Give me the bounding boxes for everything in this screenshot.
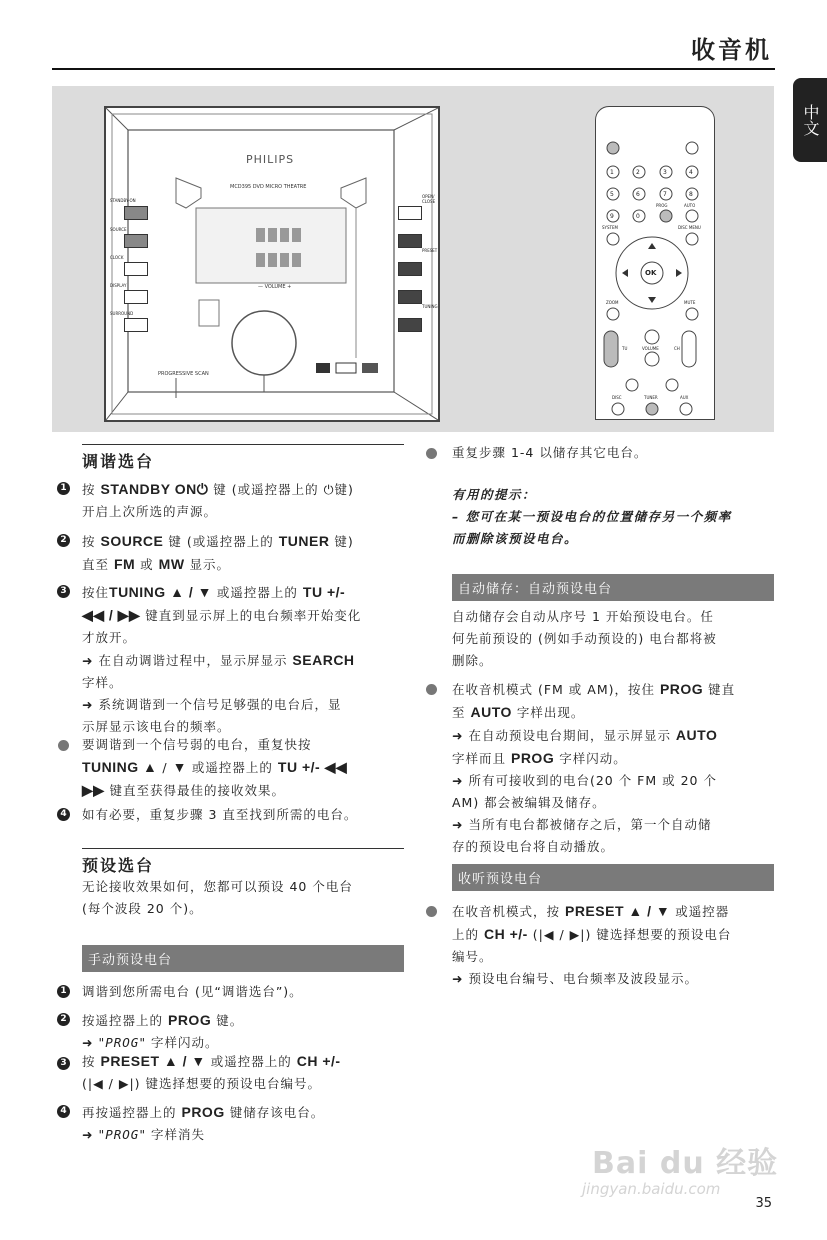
subsection-bar-auto: 自动储存：自动预设电台	[452, 574, 774, 601]
remote-disc-menu-label: DISC MENU	[678, 225, 701, 230]
remote-key-3[interactable]: 3	[663, 169, 667, 176]
section-heading-tuning: 调谐选台	[82, 452, 155, 471]
remote-ch-label: CH	[674, 346, 680, 351]
bullet-text: 重复步骤 1-4 以储存其它电台。	[452, 445, 648, 460]
preset-label: PRESET	[422, 248, 438, 253]
tuning-label: TUNING	[422, 304, 438, 309]
step-text: 按 STANDBY ON⏻ 键 (或遥控器上的 ⏻键) 开启上次所选的声源。	[82, 481, 354, 519]
preset-down-button[interactable]	[398, 262, 422, 276]
step-text: 按 SOURCE 键 (或遥控器上的 TUNER 键) 直至 FM 或 MW 显示。	[82, 533, 354, 572]
progressive-scan-label: PROGRESSIVE SCAN	[158, 371, 209, 377]
header-rule	[52, 68, 775, 70]
micro-theatre-unit	[104, 106, 440, 422]
display-button[interactable]	[124, 290, 148, 304]
remote-key-8[interactable]: 8	[689, 191, 693, 198]
remote-system-label: SYSTEM	[602, 225, 618, 230]
display-label: DISPLAY	[110, 283, 127, 288]
tuning-down-button[interactable]	[398, 318, 422, 332]
remote-key-5[interactable]: 5	[610, 191, 614, 198]
surround-label: SURROUND	[110, 311, 134, 316]
step-number: 3	[57, 585, 70, 598]
section-heading-preset: 预设选台	[82, 856, 155, 875]
step-number: 1	[57, 482, 70, 495]
page-number: 35	[755, 1196, 772, 1211]
model-label: MCD395 DVD MICRO THEATRE	[230, 184, 307, 190]
step-number: 2	[57, 1013, 70, 1026]
standby-button[interactable]	[124, 206, 148, 220]
surround-button[interactable]	[124, 318, 148, 332]
clock-label: CLOCK	[110, 255, 124, 260]
remote-mute-label: MUTE	[684, 300, 696, 305]
remote-key-0[interactable]: 0	[636, 213, 640, 220]
step-number: 4	[57, 1105, 70, 1118]
volume-label: — VOLUME +	[258, 284, 292, 290]
remote-key-7[interactable]: 7	[663, 191, 667, 198]
brand-logo: PHILIPS	[246, 153, 295, 166]
remote-key-9[interactable]: 9	[610, 213, 614, 220]
remote-key-4[interactable]: 4	[689, 169, 693, 176]
remote-control	[595, 106, 715, 420]
remote-volume-label: VOLUME	[642, 346, 659, 351]
preset-up-button[interactable]	[398, 234, 422, 248]
section-rule	[82, 848, 404, 849]
auto-intro-text: 自动储存会自动从序号 1 开始预设电台。任 何先前预设的 (例如手动预设的) 电台都将被 删除。	[452, 609, 717, 668]
open-close-button[interactable]	[398, 206, 422, 220]
intro-text: 无论接收效果如何，您都可以预设 40 个电台 (每个波段 20 个)。	[82, 879, 353, 916]
bullet-dot	[426, 448, 437, 459]
open-close-label: OPEN/ CLOSE	[422, 194, 436, 204]
bullet-dot	[426, 684, 437, 695]
step-text: 按遥控器上的 PROG 键。 ➜ "PROG" 字样闪动。	[82, 1012, 244, 1050]
remote-tu-label: TU	[622, 346, 628, 351]
step-text: 如有必要，重复步骤 3 直至找到所需的电台。	[82, 807, 358, 822]
remote-ok-button[interactable]: OK	[645, 269, 657, 277]
bullet-text: 在收音机模式，按 PRESET ▲ / ▼ 或遥控器 上的 CH +/- (|◀ / ▶|) 键选择想要的预设电台 编号。 ➜ 预设电台编号、电台频率及波段显示。	[452, 903, 732, 986]
source-label: SOURCE	[110, 227, 127, 232]
page-title: 收音机	[691, 36, 772, 64]
remote-key-1[interactable]: 1	[610, 169, 614, 176]
subsection-bar-manual: 手动预设电台	[82, 945, 404, 972]
tip-text: – 您可在某一预设电台的位置储存另一个频率 而删除该预设电台。	[452, 509, 732, 546]
step-text: 按住TUNING ▲ / ▼ 或遥控器上的 TU +/- ◀◀ / ▶▶ 键直到显示屏上的电台频率开始变化 才放开。 ➜ 在自动调谐过程中，显示屏显示 SEARCH 字样。 ➜ 系统调谐到一个信号足够强的电台后，显 示屏显示该电台的频率。	[82, 584, 362, 734]
standby-label: STANDBY-ON	[110, 198, 136, 203]
remote-tuner-label: TUNER	[644, 395, 658, 400]
bullet-dot	[58, 740, 69, 751]
bullet-text: 要调谐到一个信号弱的电台，重复快按 TUNING ▲ / ▼ 或遥控器上的 TU +/- ◀◀ ▶▶ 键直至获得最佳的接收效果。	[82, 737, 348, 798]
section-rule	[82, 444, 404, 445]
step-number: 2	[57, 534, 70, 547]
step-number: 4	[57, 808, 70, 821]
watermark-url: jingyan.baidu.com	[582, 1180, 721, 1198]
step-number: 1	[57, 985, 70, 998]
remote-aux-label: AUX	[680, 395, 689, 400]
step-text: 调谐到您所需电台 (见“调谐选台”)。	[82, 984, 303, 999]
remote-disc-label: DISC	[612, 395, 622, 400]
remote-key-6[interactable]: 6	[636, 191, 640, 198]
source-button[interactable]	[124, 234, 148, 248]
step-number: 3	[57, 1057, 70, 1070]
remote-key-2[interactable]: 2	[636, 169, 640, 176]
clock-button[interactable]	[124, 262, 148, 276]
remote-prog-label: PROG	[656, 203, 668, 208]
tuning-up-button[interactable]	[398, 290, 422, 304]
tip-title: 有用的提示：	[452, 487, 537, 502]
language-tab: 中文	[793, 78, 827, 162]
bullet-text: 在收音机模式 (FM 或 AM)，按住 PROG 键直 至 AUTO 字样出现。 ➜ 在自动预设电台期间，显示屏显示 AUTO 字样而且 PROG 字样闪动。 ➜ 所有可接收到的电台(20 个 FM 或 20 个 AM) 都会被编辑及储存。 ➜ 当所有电台都被储存之后，第一个自动储 存的预设电台将自动播放。	[452, 681, 736, 854]
remote-drawing	[596, 107, 714, 419]
step-text: 再按遥控器上的 PROG 键储存该电台。 ➜ "PROG" 字样消失	[82, 1104, 325, 1142]
step-text: 按 PRESET ▲ / ▼ 或遥控器上的 CH +/- (|◀ / ▶|) 键选择想要的预设电台编号。	[82, 1053, 341, 1091]
bullet-dot	[426, 906, 437, 917]
remote-zoom-label: ZOOM	[606, 300, 619, 305]
subsection-bar-listen: 收听预设电台	[452, 864, 774, 891]
watermark-logo: Bai du 经验	[592, 1146, 779, 1181]
remote-auto-label: AUTO	[684, 203, 696, 208]
